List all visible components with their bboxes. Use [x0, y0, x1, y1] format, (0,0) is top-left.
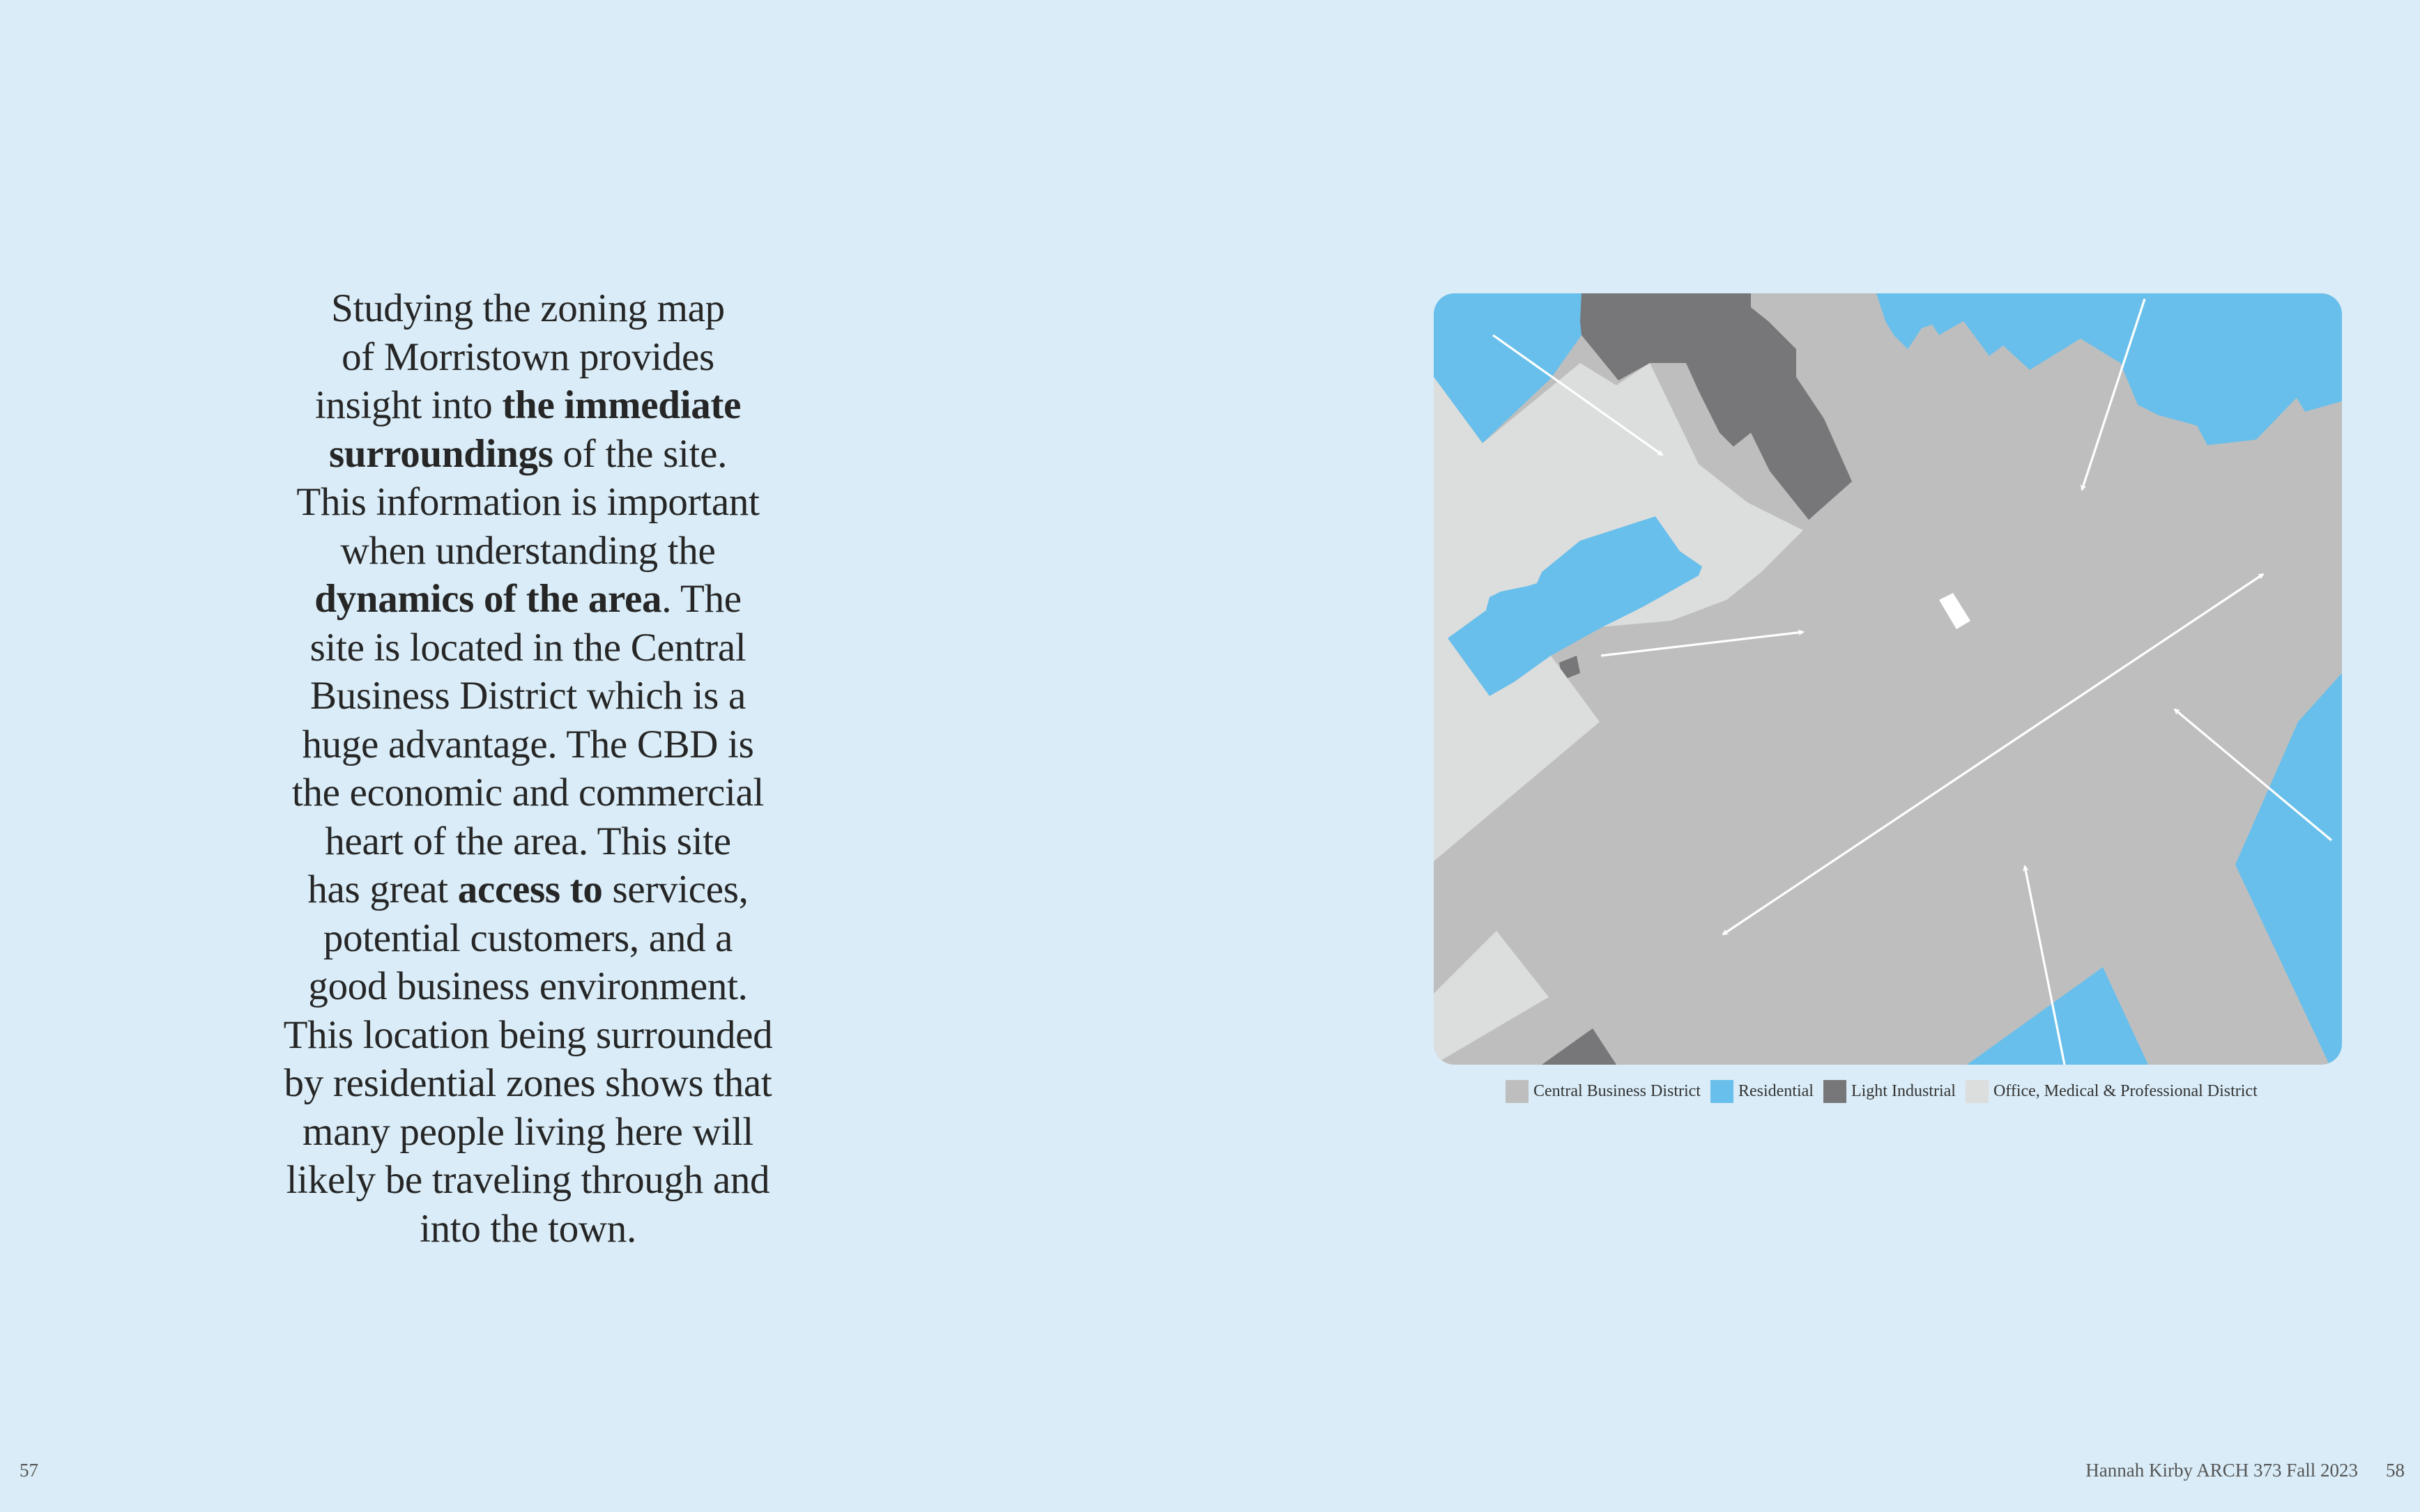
text-line [237, 865, 819, 914]
text-line: of Morristown provides [342, 334, 714, 379]
emphasis-text: surroundings [328, 431, 553, 476]
text-run: has great [307, 867, 458, 911]
legend-label: Residential [1738, 1081, 1814, 1100]
text-run: insight into [314, 383, 503, 427]
legend-item [1710, 1080, 1814, 1103]
text-line: This location being surrounded [283, 1012, 773, 1057]
legend-swatch [1823, 1080, 1846, 1103]
credit-text: Hannah Kirby ARCH 373 Fall 2023 [2085, 1460, 2358, 1481]
zoning-map [1434, 293, 2342, 1065]
emphasis-text: the immediate [502, 383, 742, 427]
page-number-left: 57 [20, 1460, 38, 1481]
text-run: of the site. [553, 431, 728, 476]
text-line: many people living here will [302, 1109, 753, 1154]
text-line: the economic and commercial [291, 771, 765, 815]
emphasis-text: dynamics of the area [314, 577, 662, 621]
text-run: services, [602, 867, 749, 911]
legend-label: Light Industrial [1851, 1081, 1956, 1100]
legend-label: Office, Medical & Professional District [1993, 1081, 2258, 1100]
map-legend [1506, 1079, 2267, 1104]
legend-swatch [1710, 1080, 1733, 1103]
emphasis-text: access to [457, 867, 603, 911]
legend-item [1966, 1080, 2258, 1103]
footer-credit [2085, 1460, 2405, 1481]
text-line: site is located in the Central [309, 625, 746, 670]
text-line: huge advantage. The CBD is [302, 722, 754, 766]
text-line: Studying the zoning map [331, 286, 725, 330]
text-line [237, 430, 819, 479]
legend-swatch [1506, 1080, 1529, 1103]
text-line: Business District which is a [310, 674, 746, 718]
legend-swatch [1966, 1080, 1989, 1103]
text-line: good business environment. [308, 964, 748, 1008]
text-line: potential customers, and a [323, 916, 733, 960]
zoning-description [237, 284, 819, 1253]
page-number-right: 58 [2386, 1460, 2405, 1481]
legend-item [1506, 1080, 1701, 1103]
text-line [237, 381, 819, 430]
text-line [237, 575, 819, 624]
text-line: into the town. [420, 1206, 636, 1251]
text-line: likely be traveling through and [286, 1158, 770, 1202]
text-line: by residential zones shows that [284, 1061, 772, 1105]
text-line: when understanding the [340, 528, 716, 573]
text-run: . The [661, 577, 742, 621]
text-line: This information is important [296, 480, 760, 524]
legend-item [1823, 1080, 1956, 1103]
text-line: heart of the area. This site [325, 819, 731, 863]
legend-label: Central Business District [1533, 1081, 1701, 1100]
